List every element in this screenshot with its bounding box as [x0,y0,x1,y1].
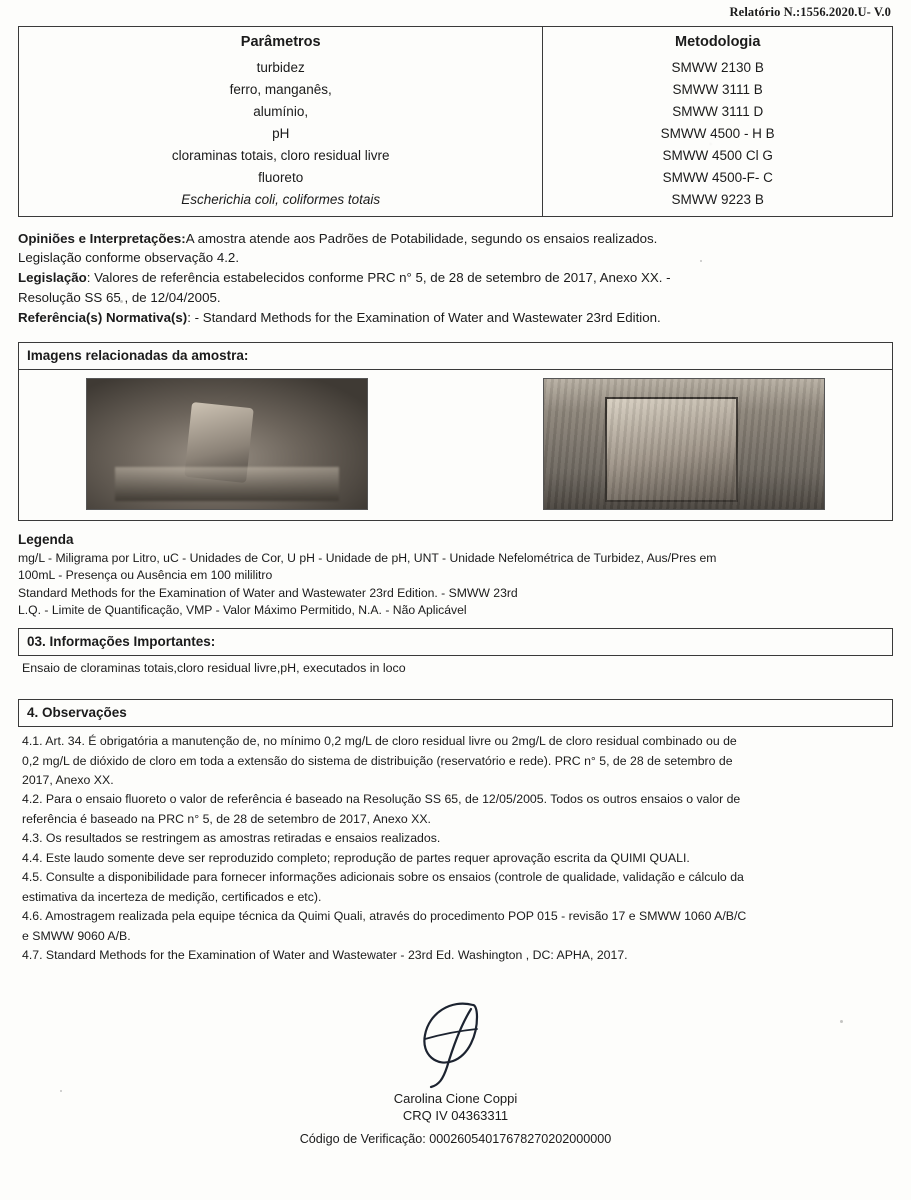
legislation-text: : Valores de referência estabelecidos conforme PRC n° 5, de 28 de setembro de 2017, Anexo XX. - [86,270,671,286]
cell-method: SMWW 4500 - H B [660,125,775,141]
cell-parameter: pH [19,122,543,144]
column-header-parameters: Parâmetros [19,27,543,57]
cell-parameter: ferro, manganês, [19,78,543,100]
observation-line: 2017, Anexo XX. [22,773,114,788]
legend-line: mg/L - Miligrama por Litro, uC - Unidades de Cor, U pH - Unidade de pH, UNT - Unidade Nefelométrica de Turbidez, Aus/Pres em [18,550,717,565]
cell-method: SMWW 2130 B [671,59,764,75]
cell-method: SMWW 9223 B [671,191,764,207]
signer-registration: CRQ IV 04363311 [402,1108,509,1124]
cell-method: SMWW 4500-F- C [662,169,773,185]
table-row [19,56,893,78]
normative-line [18,309,893,328]
related-images-panel [18,342,893,521]
observation-line: 4.6. Amostragem realizada pela equipe técnica da Quimi Quali, através do procedimento POP 015 - revisão 17 e SMWW 1060 A/B/C [22,909,747,924]
legislation-label: Legislação [18,270,87,286]
legislation-line-1 [18,269,893,288]
opinions-text: A amostra atende aos Padrões de Potabilidade, segundo os ensaios realizados. [185,230,658,246]
opinions-block [18,230,893,328]
cell-parameter: Escherichia coli, coliformes totais [19,188,543,216]
table-row [19,122,893,144]
table-row [19,100,893,122]
section-observations-title: 4. Observações [18,699,893,727]
observation-line: 4.3. Os resultados se restringem as amostras retiradas e ensaios realizados. [22,831,441,846]
related-images-row [19,370,892,520]
cell-method: SMWW 3111 B [672,81,763,97]
opinions-line-1 [18,230,893,249]
legend-lines [18,550,893,619]
legislation-line-2: Resolução SS 65 , de 12/04/2005. [18,290,221,306]
cell-parameter: cloraminas totais, cloro residual livre [19,144,543,166]
table-row [19,144,893,166]
table-header-row [19,27,893,57]
opinions-line-2: Legislação conforme observação 4.2. [18,250,240,266]
opinions-label: Opiniões e Interpretações: [18,230,186,246]
observation-line: 4.2. Para o ensaio fluoreto o valor de referência é baseado na Resolução SS 65, de 12/05/2005. Todos os outros ensaios o valor de [22,792,741,807]
signature-area [18,995,893,1146]
legend-line: Standard Methods for the Examination of Water and Wastewater 23rd Edition. - SMWW 23rd [18,585,518,600]
observation-line: e SMWW 9060 A/B. [22,928,131,943]
cell-parameter: turbidez [19,56,543,78]
legend-line: 100mL - Presença ou Ausência em 100 mililitro [18,568,273,583]
table-row [19,166,893,188]
table-row [19,78,893,100]
observation-line: referência é baseado na PRC n° 5, de 28 de setembro de 2017, Anexo XX. [22,811,431,826]
sample-photo-1 [86,378,368,510]
handwritten-signature-icon [381,995,531,1090]
sample-photo-2 [543,378,825,510]
observation-line: 4.7. Standard Methods for the Examination of Water and Wastewater - 23rd Ed. Washington , DC: APHA, 2017. [22,948,628,963]
observation-line: 0,2 mg/L de dióxido de cloro em toda a extensão do sistema de distribuição (reservatório e rede). PRC n° 5, de 28 de setembro de [22,753,733,768]
cell-parameter: alumínio, [19,100,543,122]
section-important-info-body: Ensaio de cloraminas totais,cloro residual livre,pH, executados in loco [22,660,406,675]
normative-label: Referência(s) Normativa(s) [18,310,188,325]
observation-line: 4.1. Art. 34. É obrigatória a manutenção de, no mínimo 0,2 mg/L de cloro residual livre ou 2mg/L de cloro residual combinado ou de [22,734,737,749]
observation-line: 4.5. Consulte a disponibilidade para fornecer informações adicionais sobre os ensaios (controle de qualidade, validação e cálculo da [22,870,744,885]
section-observations-body [18,733,893,964]
related-images-title: Imagens relacionadas da amostra: [19,343,892,370]
verification-code: Código de Verificação: 00026054017678270202000000 [299,1131,612,1146]
methods-table [18,26,893,217]
section-important-info-title: 03. Informações Importantes: [18,628,893,656]
cell-parameter: fluoreto [19,166,543,188]
signer-name: Carolina Cione Coppi [393,1090,518,1106]
cell-method: SMWW 3111 D [672,103,764,119]
cell-method: SMWW 4500 Cl G [662,147,773,163]
report-number: Relatório N.:1556.2020.U- V.0 [729,5,891,19]
legend-line: L.Q. - Limite de Quantificação, VMP - Valor Máximo Permitido, N.A. - Não Aplicável [18,603,467,618]
column-header-methodology: Metodologia [675,34,761,50]
legend-title: Legenda [18,531,74,547]
observation-line: estimativa da incerteza de medição, certificados e etc). [22,889,322,904]
table-row [19,188,893,216]
observation-line: 4.4. Este laudo somente deve ser reproduzido completo; reprodução de partes requer aprovação escrita da QUIMI QUALI. [22,850,690,865]
normative-text: : - Standard Methods for the Examination of Water and Wastewater 23rd Edition. [187,310,661,325]
